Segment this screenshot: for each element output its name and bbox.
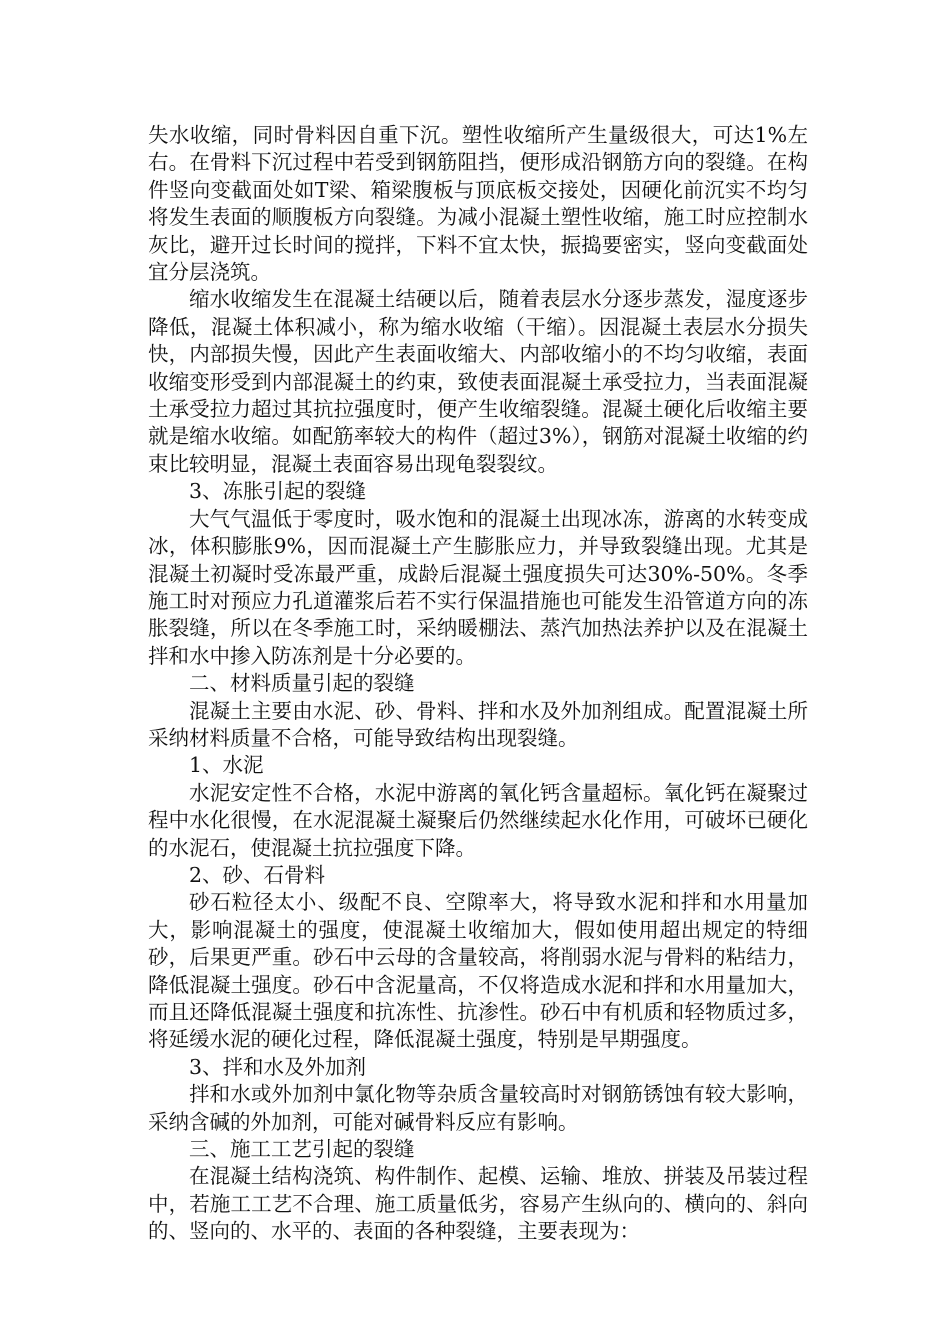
heading-aggregate: 2、砂、石骨料: [189, 862, 326, 887]
heading-construction-process: 三、施工工艺引起的裂缝: [189, 1137, 415, 1162]
paragraph-frost-cracks: 大气气温低于零度时，吸水饱和的混凝土出现冰冻，游离的水转变成冰，体积膨胀9%，因而混凝土产生膨胀应力，并导致裂缝出现。尤其是混凝土初凝时受冻最严重，成龄后混凝土强度损失可达30%-50%。冬季施工时对预应力孔道灌浆后若不实行保温措施也可能发生沿管道方向的冻胀裂缝，所以在冬季施工时，采纳暖棚法、蒸汽加热法养护以及在混凝土拌和水中掺入防冻剂是十分必要的。: [148, 506, 808, 668]
paragraph-plastic-shrinkage-cont: 失水收缩，同时骨料因自重下沉。塑性收缩所产生量级很大，可达1%左右。在骨料下沉过程中若受到钢筋阻挡，便形成沿钢筋方向的裂缝。在构件竖向变截面处如T梁、箱梁腹板与顶底板交接处，因硬化前沉实不均匀将发生表面的顺腹板方向裂缝。为减小混凝土塑性收缩，施工时应控制水灰比，避开过长时间的搅拌，下料不宜太快，振捣要密实，竖向变截面处宜分层浇筑。: [148, 123, 808, 285]
paragraph-water-admixture: 拌和水或外加剂中氯化物等杂质含量较高时对钢筋锈蚀有较大影响，采纳含碱的外加剂，可能对碱骨料反应有影响。: [148, 1082, 808, 1134]
paragraph-material-quality: 混凝土主要由水泥、砂、骨料、拌和水及外加剂组成。配置混凝土所采纳材料质量不合格，可能导致结构出现裂缝。: [148, 698, 808, 750]
heading-water-admixture: 3、拌和水及外加剂: [189, 1054, 367, 1079]
document-body: [148, 122, 808, 1246]
paragraph-construction-process: 在混凝土结构浇筑、构件制作、起模、运输、堆放、拼装及吊装过程中，若施工工艺不合理、施工质量低劣，容易产生纵向的、横向的、斜向的、竖向的、水平的、表面的各种裂缝，主要表现为：: [148, 1164, 808, 1244]
paragraph-aggregate: 砂石粒径太小、级配不良、空隙率大，将导致水泥和拌和水用量加大，影响混凝土的强度，使混凝土收缩加大，假如使用超出规定的特细砂，后果更严重。砂石中云母的含量较高，将削弱水泥与骨料的粘结力，降低混凝土强度。砂石中含泥量高，不仅将造成水泥和拌和水用量加大，而且还降低混凝土强度和抗冻性、抗渗性。砂石中有机质和轻物质过多，将延缓水泥的硬化过程，降低混凝土强度，特别是早期强度。: [148, 890, 808, 1052]
paragraph-drying-shrinkage: 缩水收缩发生在混凝土结硬以后，随着表层水分逐步蒸发，湿度逐步降低，混凝土体积减小，称为缩水收缩（干缩）。因混凝土表层水分损失快，内部损失慢，因此产生表面收缩大、内部收缩小的不均匀收缩，表面收缩变形受到内部混凝土的约束，致使表面混凝土承受拉力，当表面混凝土承受拉力超过其抗拉强度时，便产生收缩裂缝。混凝土硬化后收缩主要就是缩水收缩。如配筋率较大的构件（超过3%），钢筋对混凝土收缩的约束比较明显，混凝土表面容易出现龟裂裂纹。: [148, 287, 808, 476]
paragraph-cement: 水泥安定性不合格，水泥中游离的氧化钙含量超标。氧化钙在凝聚过程中水化很慢，在水泥混凝土凝聚后仍然继续起水化作用，可破坏已硬化的水泥石，使混凝土抗拉强度下降。: [148, 780, 808, 860]
heading-material-quality: 二、材料质量引起的裂缝: [189, 671, 415, 696]
heading-frost-cracks: 3、冻胀引起的裂缝: [189, 479, 367, 504]
heading-cement: 1、水泥: [189, 753, 264, 778]
